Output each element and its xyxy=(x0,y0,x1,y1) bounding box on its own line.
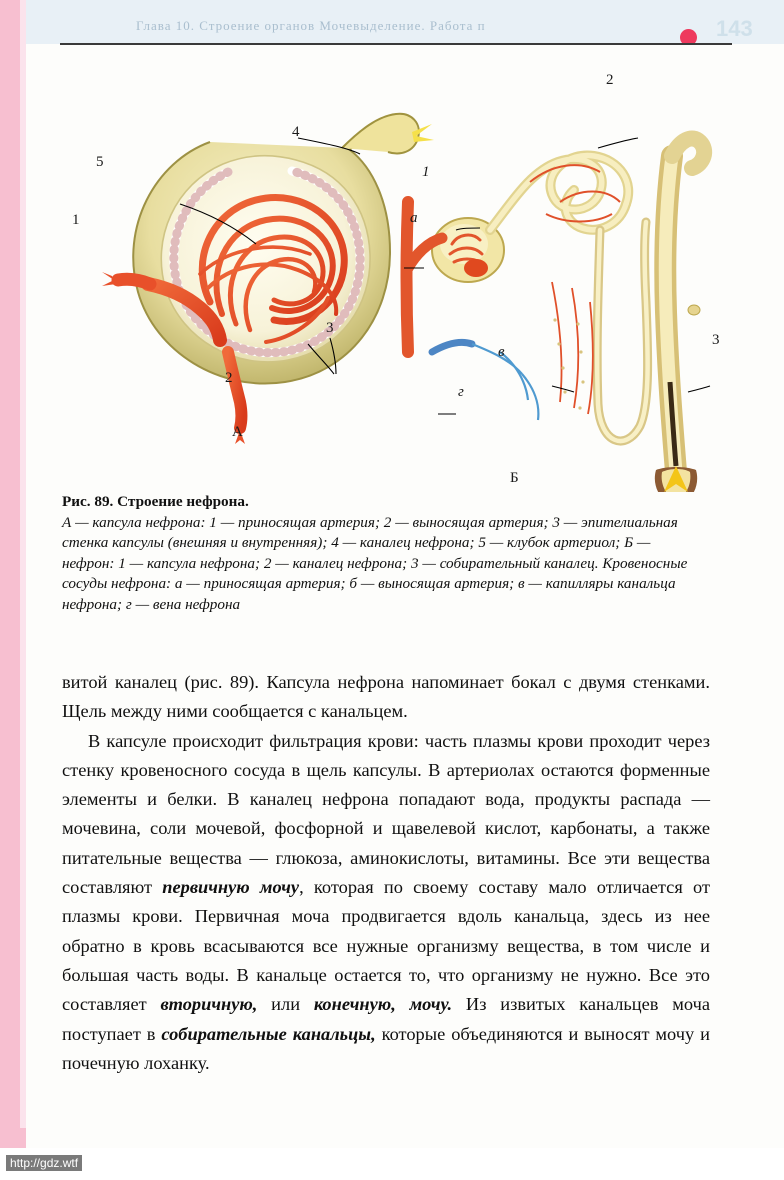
figure-callout-b-vessel-a: а xyxy=(410,210,418,226)
figure-panel-b-letter: Б xyxy=(510,470,519,486)
figure-callout-b-vessel-g: г xyxy=(458,384,464,400)
figure-callout-b-2: 2 xyxy=(606,72,614,88)
running-head: Глава 10. Строение органов Мочевыделение. Работа п xyxy=(136,18,486,33)
page-header xyxy=(26,0,784,44)
figure-callout-a-1: 1 xyxy=(72,212,80,228)
caption-title: Строение нефрона. xyxy=(117,493,249,510)
page-footer xyxy=(0,1148,784,1180)
panel-a-capsule xyxy=(102,114,434,444)
paragraph-2: В капсуле происходит фильтрация крови: часть плазмы крови проходит через стенку кровеносного сосуда в щель капсулы. В артериолах остаются форменные элементы и белки. В каналец нефрона попадают вода, продукты распада — мочевина, соли мочевой, фосфорной и щавелевой кислот, карбонаты, а также питательные вещества — глюкоза, аминокислоты, витамины. Все эти вещества составляют первичную мочу, которая по своему составу мало отличается от плазмы крови. Первичная моча продвигается вдоль канальца, здесь из нее обратно в кровь всасываются все нужные организму вещества, в том числе и большая часть воды. В канальце остается то, что организму не нужно. Все это составляет вторичную, или конечную, мочу. Из извитых канальцев моча поступает в собирательные канальцы, которые объединяются и выносят мочу и почечную лоханку. xyxy=(62,730,710,1073)
header-rule xyxy=(60,43,732,45)
figure-caption xyxy=(62,492,702,615)
figure-callout-a-2: 2 xyxy=(225,370,233,386)
figure-callout-a-4: 4 xyxy=(292,124,300,140)
emphasis-term: собирательные канальцы, xyxy=(161,1023,376,1044)
left-margin-strip-inner xyxy=(20,0,26,1180)
figure-callout-b-1: 1 xyxy=(422,164,430,180)
body-text xyxy=(62,668,710,1078)
figure-callout-a-5: 5 xyxy=(96,154,104,170)
footer-url: http://gdz.wtf xyxy=(6,1155,82,1171)
panel-b-nephron xyxy=(404,138,710,492)
figure-callout-b-3: 3 xyxy=(712,332,720,348)
figure-nephron-structure xyxy=(60,52,732,492)
emphasis-term: первичную мочу xyxy=(162,877,300,898)
emphasis-term: вторичную, xyxy=(160,994,258,1015)
caption-number: Рис. 89. xyxy=(62,493,114,510)
header-dot-decoration xyxy=(680,29,697,44)
figure-callout-a-3: 3 xyxy=(326,320,334,336)
footer-margin-strip xyxy=(0,1128,26,1150)
figure-panel-a-letter: А xyxy=(232,424,243,440)
left-margin-strip xyxy=(0,0,20,1180)
figure-illustration xyxy=(60,52,732,492)
paragraph-1: витой каналец (рис. 89). Капсула нефрона напоминает бокал с двумя стенками. Щель между ними сообщается с канальцем. xyxy=(62,672,710,722)
page-number: 143 xyxy=(716,16,753,41)
emphasis-term: конечную, мочу. xyxy=(313,994,453,1015)
figure-callout-b-vessel-v: в xyxy=(498,344,505,360)
caption-body: А — капсула нефрона: 1 — приносящая артерия; 2 — выносящая артерия; 3 — эпителиальная стенка капсулы (внешняя и внутренняя); 4 — каналец нефрона; 5 — клубок артериол; Б — нефрон: 1 — капсула нефрона; 2 — каналец нефрона; 3 — собирательный каналец. Кровеносные сосуды нефрона: а — приносящая артерия; б — выносящая артерия; в — капилляры канальца нефрона; г — вена нефрона xyxy=(62,513,688,613)
